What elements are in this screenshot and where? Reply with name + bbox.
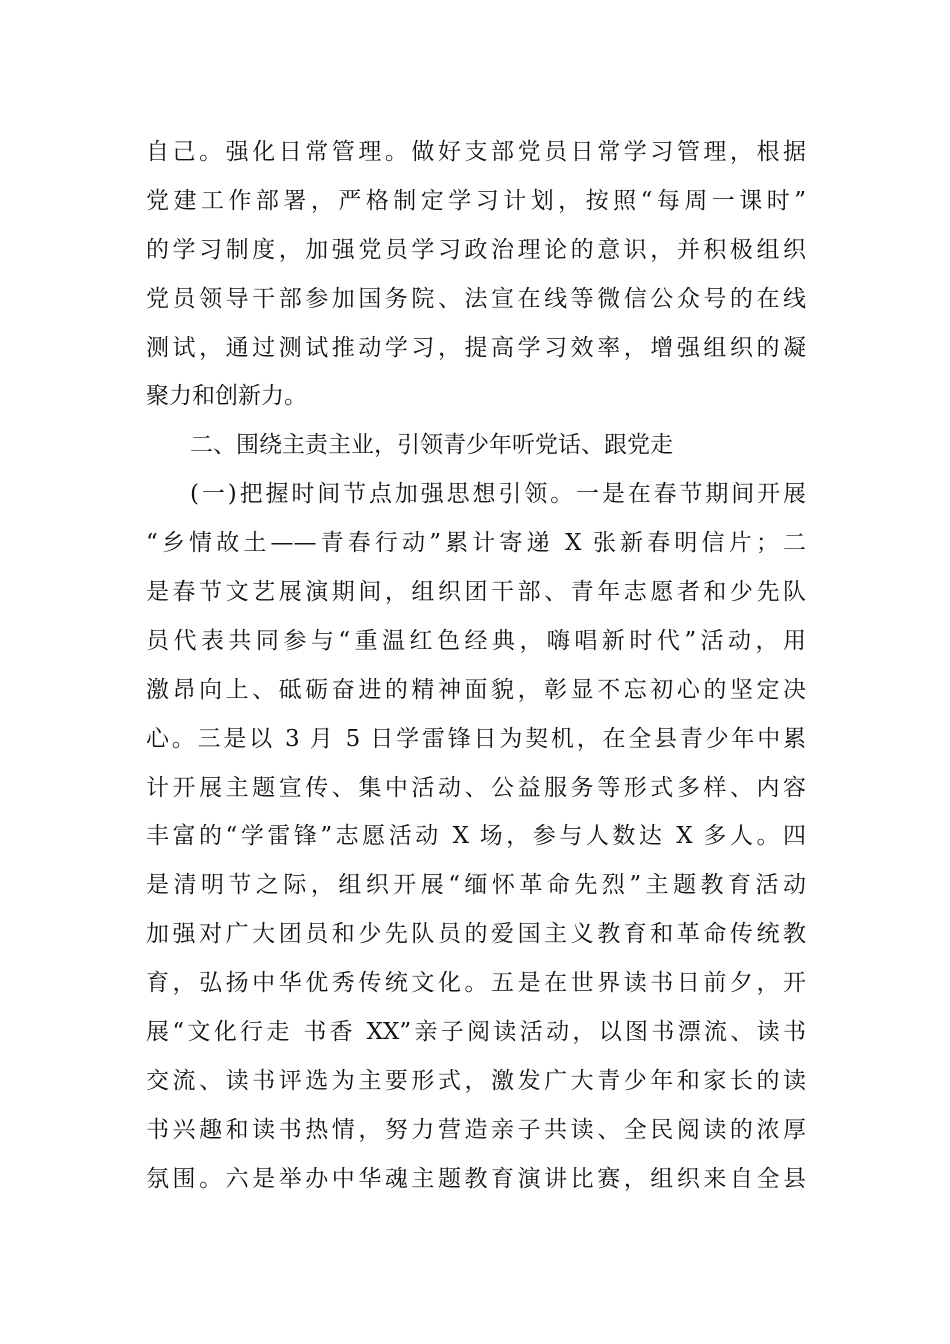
- text-line: 书兴趣和读书热情，努力营造亲子共读、全民阅读的浓厚: [146, 1116, 806, 1143]
- body-text: [146, 128, 806, 1204]
- text-line: 自己。强化日常管理。做好支部党员日常学习管理，根据: [146, 139, 806, 165]
- text-line: 交流、读书评选为主要形式，激发广大青少年和家长的读: [146, 1067, 806, 1094]
- text-line: 是清明节之际，组织开展“缅怀革命先烈”主题教育活动: [146, 872, 806, 899]
- subsection-heading-line: (一)把握时间节点加强思想引领。一是在春节期间开展: [190, 481, 806, 508]
- text-line: 激昂向上、砥砺奋进的精神面貌，彰显不忘初心的坚定决: [146, 676, 806, 703]
- section-heading: 二、围绕主责主业，引领青少年听党话、跟党走: [190, 432, 673, 459]
- text-line: 测试，通过测试推动学习，提高学习效率，增强组织的凝: [146, 334, 806, 361]
- text-line: 的学习制度，加强党员学习政治理论的意识，并积极组织: [146, 236, 806, 263]
- text-line: 加强对广大团员和少先队员的爱国主义教育和革命传统教: [146, 921, 806, 948]
- text-line: 育，弘扬中华优秀传统文化。五是在世界读书日前夕，开: [146, 970, 806, 997]
- text-line: 是春节文艺展演期间，组织团干部、青年志愿者和少先队: [146, 579, 806, 606]
- text-line: 氛围。六是举办中华魂主题教育演讲比赛，组织来自全县: [146, 1165, 806, 1192]
- text-line: 党员领导干部参加国务院、法宣在线等微信公众号的在线: [146, 285, 806, 312]
- text-line: 丰富的“学雷锋”志愿活动 X 场，参与人数达 X 多人。四: [146, 823, 806, 850]
- text-line: “乡情故土——青春行动”累计寄递 X 张新春明信片；二: [146, 530, 806, 557]
- text-line: 计开展主题宣传、集中活动、公益服务等形式多样、内容: [146, 774, 806, 801]
- text-line: 员代表共同参与“重温红色经典，嗨唱新时代”活动，用: [146, 627, 806, 654]
- text-line: 展“文化行走 书香 XX”亲子阅读活动，以图书漂流、读书: [146, 1019, 806, 1046]
- text-line: 心。三是以 3 月 5 日学雷锋日为契机，在全县青少年中累: [146, 725, 806, 752]
- text-line: 党建工作部署，严格制定学习计划，按照“每周一课时”: [146, 187, 806, 214]
- text-line: 聚力和创新力。: [146, 383, 307, 410]
